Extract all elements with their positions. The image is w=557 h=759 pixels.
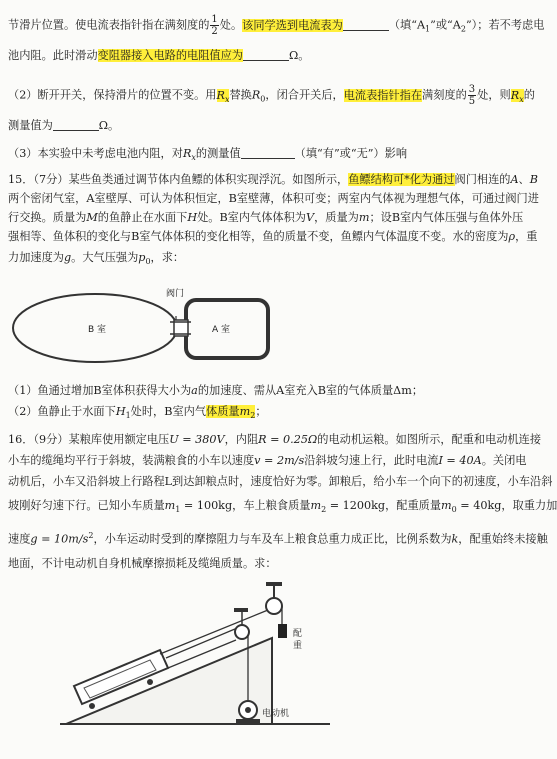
q15-line-2: 两个密闭气室，A室壁厚、可认为体积恒定，B室壁薄，体积可变；两室内气体视为理想气体，可通过阀门进 [8,192,539,205]
symbol: g [63,251,72,264]
text-run: 16．（9分）某粮库使用额定电压 [8,433,170,446]
text-run: ；设B室内气体压强与鱼体外压 [369,211,524,224]
symbol: m [310,499,322,512]
text-run: 的加速度、需从A室充入B室的气体质量 [197,384,394,397]
q16-line-6: 地面，不计电动机自身机械摩擦损耗及缆绳质量。求： [8,557,277,570]
text-run: ”或“A [430,18,461,32]
text-run: 15．（7分）某些鱼类通过调节体内鱼鳔的体积实现浮沉。如图所示， [8,173,349,186]
middle-pulley [235,625,249,639]
text-line-3 [8,84,544,108]
text-run: ，车上粮食质量 [232,499,311,512]
text-run: 的鱼静止在水面下 [97,211,188,224]
text-line-1 [8,14,544,38]
formula: = 1200kg [326,499,386,512]
text-run: （填“A [388,18,426,32]
highlight-rx: $R_x$ [216,88,230,104]
symbol: H [187,211,198,224]
fraction-three-fifths: $\frac{3}{5}$ [468,84,476,107]
q15-line-1 [8,172,544,188]
text-run: 测量值为 [8,119,53,132]
text-run: （填“有”或“无”）影响 [294,147,408,160]
text-run: 处。 [219,18,243,32]
text-run: 行交换。质量为 [8,211,87,224]
answer-blank-4[interactable] [241,146,295,159]
subscript: 0 [260,94,266,104]
top-pulley [266,598,282,614]
symbol: k [451,532,459,546]
a-chamber-label: A 室 [212,325,231,335]
text-run: 池内阻。此时滑动 [8,49,98,62]
text-run: （2）断开开关，保持滑片的位置不变。用 [8,88,217,102]
motor-label: 电动机 [262,709,290,719]
superscript: 2 [88,531,94,540]
text-run: ，内阻 [224,433,259,446]
text-run: 速度 [8,532,31,546]
highlight-ammeter: 该同学选到电流表为 [242,18,343,32]
text-line-2 [8,48,544,64]
text-run: ，闭合开关后， [265,88,344,102]
text-run: ，取重力加 [501,499,557,512]
formula: I = 40A [438,454,482,467]
text-run: ，小车运动时受到的摩擦阻力与车及车上粮食总重力成正比，比例系数为 [93,532,452,546]
q16-line-2 [8,453,544,469]
text-run: 处，则 [477,88,511,102]
symbol: Δm [393,384,412,397]
highlight-bladder: 鱼鳔结构可*化为通过 [348,173,455,186]
symbol: V [306,211,315,224]
subscript: 1 [125,411,131,421]
incline-diagram [0,578,550,756]
text-run: 沿斜坡匀速上行，此时电流 [304,454,439,467]
symbol: M [86,211,98,224]
answer-blank-3[interactable] [53,118,99,131]
answer-blank-1[interactable] [343,18,389,31]
subscript: 2 [460,24,466,34]
highlight-rx-2: $R_x$ [510,88,524,104]
counterweight-label: 配 重 [293,629,303,651]
text-run: 处。B室内气体体积为 [197,211,306,224]
bladder-diagram [0,282,550,372]
subscript: 1 [425,24,431,34]
q15-line-5 [8,250,544,270]
text-run: （2）鱼静止于水面下 [8,405,116,418]
incline-figure [0,578,550,756]
text-run: 节滑片位置。使电流表指针指在满刻度的 [8,18,210,32]
fraction-half: $\frac{1}{2}$ [211,14,218,37]
text-run: Ω。 [98,119,120,132]
text-run: ，配重质量 [385,499,442,512]
symbol: p [138,251,146,264]
subscript: 0 [145,257,151,267]
q15-line-3 [8,210,544,226]
answer-blank-2[interactable] [243,48,289,61]
text-run: （3）本实验中未考虑电池内阻，对 [8,147,183,160]
symbol: B [529,173,538,186]
subscript: 0 [451,505,457,515]
symbol-r: R [182,147,192,160]
text-run: 。大气压强为 [71,251,139,264]
text-run: 的电动机运粮。如图所示，配重和电动机连接 [317,433,542,446]
text-run: ，配重始终未接触 [458,532,548,546]
text-run: 阀门相连的 [454,173,511,186]
highlight-pointer: 电流表指针指在 [343,88,423,102]
text-line-5: （3）本实验中未考虑电池内阻，对$R_x$的测量值 （填“有”或“无”）影响 [8,147,408,163]
formula: U = 380V [169,433,225,446]
text-run: 替换 [229,88,252,102]
text-run: ； [411,384,424,397]
formula: = 40kg [456,499,502,512]
text-run: ，重 [515,230,538,243]
text-run: 强相等、鱼体积的变化与B室气体体积的变化相等，鱼的质量不变，鱼鳔内气体温度不变。水的密度为 [8,230,509,243]
symbol: H [115,405,126,418]
text-run: 坡刚好匀速下行。已知小车质量 [8,499,165,512]
counterweight-block [278,624,287,638]
q16-line-1 [8,432,544,448]
text-run: ； [255,405,267,418]
text-run: 满刻度的 [422,88,467,102]
text-run: 。关闭电 [481,454,527,467]
formula: v = 2m/s [254,454,305,467]
fish-bladder-figure [0,282,550,372]
text-line-4 [8,118,544,134]
formula: g = 10m/s [30,532,89,546]
text-run: 、 [518,173,530,186]
q15-sub-2 [8,404,544,424]
q15-sub-1 [8,383,544,399]
text-run: 处时，B室内气 [130,405,207,418]
text-run: 的 [523,88,535,102]
subscript: 2 [321,505,327,515]
symbol: ρ [508,230,516,243]
q16-line-5 [8,528,548,548]
symbol: A [510,173,519,186]
formula: R = 0.25Ω [258,433,318,446]
subscript: 1 [175,505,181,515]
text-run: ，质量为 [314,211,359,224]
symbol: m [441,499,452,512]
text-run: 的测量值 [195,147,241,160]
text-run: Ω。 [288,49,310,62]
symbol: a [191,384,198,397]
highlight-gas-mass: 体质量$m_2$ [206,405,256,421]
q15-line-4 [8,229,544,245]
b-chamber-label: B 室 [88,325,107,335]
highlight-resistance: 变阻器接入电路的电阻值应为 [97,49,243,62]
q16-line-3: 动机后，小车又沿斜坡上行路程L到达卸粮点时，速度恰好为零。卸粮后，给小车一个向下的初速度，小车沿斜 [8,475,553,488]
text-run: （1）鱼通过增加B室体积获得大小为 [8,384,192,397]
text-run: 力加速度为 [8,251,64,264]
text-run: ，求： [150,251,185,264]
text-run: 小车的缆绳均平行于斜坡，装满粮食的小车以速度 [8,454,255,467]
q16-line-4 [8,498,557,518]
symbol: m [358,211,370,224]
symbol-r0: R [251,88,261,102]
valve-label: 阀门 [166,289,185,299]
formula: = 100kg [180,499,233,512]
text-run: ”）；若不考虑电 [465,18,545,32]
symbol: m [164,499,176,512]
